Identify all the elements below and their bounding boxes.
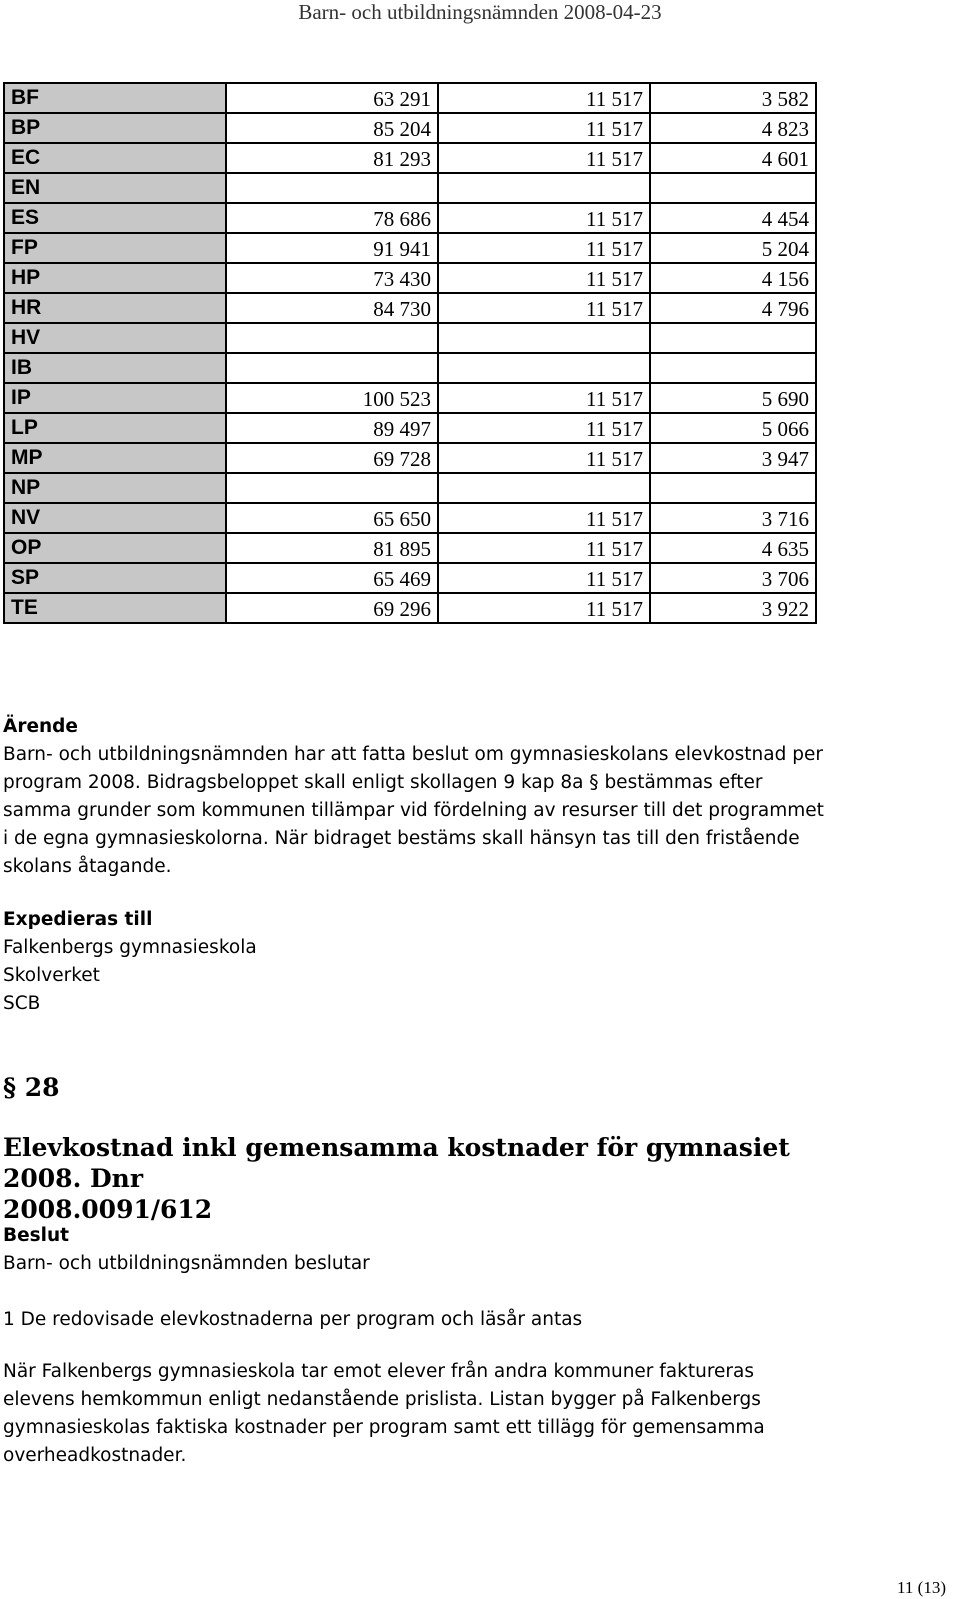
overhead-value: [438, 323, 650, 353]
extra-value: 5 066: [650, 413, 816, 443]
row-code: IP: [4, 383, 226, 413]
cost-value: 65 469: [226, 563, 438, 593]
overhead-value: 11 517: [438, 383, 650, 413]
recipient: Skolverket: [3, 965, 100, 986]
table-row: [4, 503, 816, 533]
row-code: SP: [4, 563, 226, 593]
overhead-value: 11 517: [438, 563, 650, 593]
extra-value: 3 706: [650, 563, 816, 593]
table-row: [4, 293, 816, 323]
overhead-value: 11 517: [438, 233, 650, 263]
page-header: Barn- och utbildningsnämnden 2008-04-23: [298, 0, 662, 24]
table-row: [4, 203, 816, 233]
table-row: [4, 233, 816, 263]
extra-value: 4 823: [650, 113, 816, 143]
row-code: TE: [4, 593, 226, 623]
cost-value: [226, 353, 438, 383]
row-code: BP: [4, 113, 226, 143]
overhead-value: 11 517: [438, 533, 650, 563]
extra-value: 5 204: [650, 233, 816, 263]
beslut-section: [3, 1222, 853, 1470]
overhead-value: 11 517: [438, 203, 650, 233]
row-code: MP: [4, 443, 226, 473]
arende-heading: Ärende: [3, 716, 78, 737]
beslut-para-line: elevens hemkommun enligt nedanstående prislista. Listan bygger på Falkenbergs: [3, 1389, 761, 1410]
extra-value: 3 582: [650, 83, 816, 113]
expedieras-heading: Expedieras till: [3, 909, 153, 930]
table-row: [4, 263, 816, 293]
cost-value: 78 686: [226, 203, 438, 233]
overhead-value: 11 517: [438, 593, 650, 623]
overhead-value: 11 517: [438, 293, 650, 323]
extra-value: [650, 173, 816, 203]
cost-value: 63 291: [226, 83, 438, 113]
overhead-value: 11 517: [438, 113, 650, 143]
row-code: EC: [4, 143, 226, 173]
table-row: [4, 533, 816, 563]
arende-section: [3, 713, 853, 881]
beslut-para-line: När Falkenbergs gymnasieskola tar emot elever från andra kommuner faktureras: [3, 1361, 754, 1382]
row-code: NV: [4, 503, 226, 533]
extra-value: 4 601: [650, 143, 816, 173]
cost-value: 100 523: [226, 383, 438, 413]
section-title-line: 2008.0091/612: [3, 1195, 213, 1224]
row-code: FP: [4, 233, 226, 263]
cost-value: 73 430: [226, 263, 438, 293]
cost-value: 69 296: [226, 593, 438, 623]
cost-value: [226, 473, 438, 503]
row-code: HV: [4, 323, 226, 353]
table-row: [4, 323, 816, 353]
section-number: § 28: [3, 1073, 60, 1102]
row-code: HR: [4, 293, 226, 323]
beslut-line: Barn- och utbildningsnämnden beslutar: [3, 1253, 370, 1274]
table-row: [4, 113, 816, 143]
row-code: OP: [4, 533, 226, 563]
row-code: EN: [4, 173, 226, 203]
cost-value: 91 941: [226, 233, 438, 263]
extra-value: 4 635: [650, 533, 816, 563]
extra-value: [650, 323, 816, 353]
extra-value: 4 796: [650, 293, 816, 323]
row-code: IB: [4, 353, 226, 383]
cost-value: [226, 173, 438, 203]
beslut-heading: Beslut: [3, 1225, 70, 1246]
extra-value: 4 156: [650, 263, 816, 293]
arende-line: skolans åtagande.: [3, 856, 172, 877]
cost-value: 81 895: [226, 533, 438, 563]
cost-value: 69 728: [226, 443, 438, 473]
expedieras-section: [3, 906, 853, 1018]
cost-value: 89 497: [226, 413, 438, 443]
recipient: Falkenbergs gymnasieskola: [3, 937, 257, 958]
beslut-para-line: overheadkostnader.: [3, 1445, 187, 1466]
overhead-value: 11 517: [438, 143, 650, 173]
beslut-item: 1 De redovisade elevkostnaderna per program och läsår antas: [3, 1309, 583, 1330]
page-number: 11 (13): [897, 1578, 946, 1597]
table-row: [4, 473, 816, 503]
row-code: NP: [4, 473, 226, 503]
table-row: [4, 413, 816, 443]
beslut-para-line: gymnasieskolas faktiska kostnader per program samt ett tillägg för gemensamma: [3, 1417, 765, 1438]
extra-value: [650, 353, 816, 383]
overhead-value: 11 517: [438, 443, 650, 473]
row-code: ES: [4, 203, 226, 233]
overhead-value: 11 517: [438, 413, 650, 443]
extra-value: 4 454: [650, 203, 816, 233]
row-code: HP: [4, 263, 226, 293]
arende-line: Barn- och utbildningsnämnden har att fatta beslut om gymnasieskolans elevkostnad per: [3, 744, 823, 765]
extra-value: 3 922: [650, 593, 816, 623]
overhead-value: [438, 353, 650, 383]
table-row: [4, 173, 816, 203]
row-code: BF: [4, 83, 226, 113]
cost-table: [3, 82, 817, 624]
arende-line: program 2008. Bidragsbeloppet skall enligt skollagen 9 kap 8a § bestämmas efter: [3, 772, 763, 793]
cost-value: 85 204: [226, 113, 438, 143]
extra-value: 5 690: [650, 383, 816, 413]
cost-value: [226, 323, 438, 353]
cost-value: 84 730: [226, 293, 438, 323]
overhead-value: 11 517: [438, 503, 650, 533]
extra-value: 3 716: [650, 503, 816, 533]
table-row: [4, 383, 816, 413]
table-row: [4, 353, 816, 383]
table-row: [4, 593, 816, 623]
table-row: [4, 143, 816, 173]
overhead-value: [438, 473, 650, 503]
section-title-line: Elevkostnad inkl gemensamma kostnader för gymnasiet 2008. Dnr: [3, 1133, 790, 1193]
section-title: [3, 1132, 853, 1225]
overhead-value: [438, 173, 650, 203]
table-row: [4, 563, 816, 593]
extra-value: [650, 473, 816, 503]
recipient: SCB: [3, 993, 41, 1014]
table-row: [4, 443, 816, 473]
extra-value: 3 947: [650, 443, 816, 473]
cost-value: 65 650: [226, 503, 438, 533]
table-row: [4, 83, 816, 113]
arende-line: i de egna gymnasieskolorna. När bidraget bestäms skall hänsyn tas till den fristående: [3, 828, 800, 849]
overhead-value: 11 517: [438, 83, 650, 113]
arende-line: samma grunder som kommunen tillämpar vid fördelning av resurser till det programmet: [3, 800, 824, 821]
row-code: LP: [4, 413, 226, 443]
cost-value: 81 293: [226, 143, 438, 173]
overhead-value: 11 517: [438, 263, 650, 293]
